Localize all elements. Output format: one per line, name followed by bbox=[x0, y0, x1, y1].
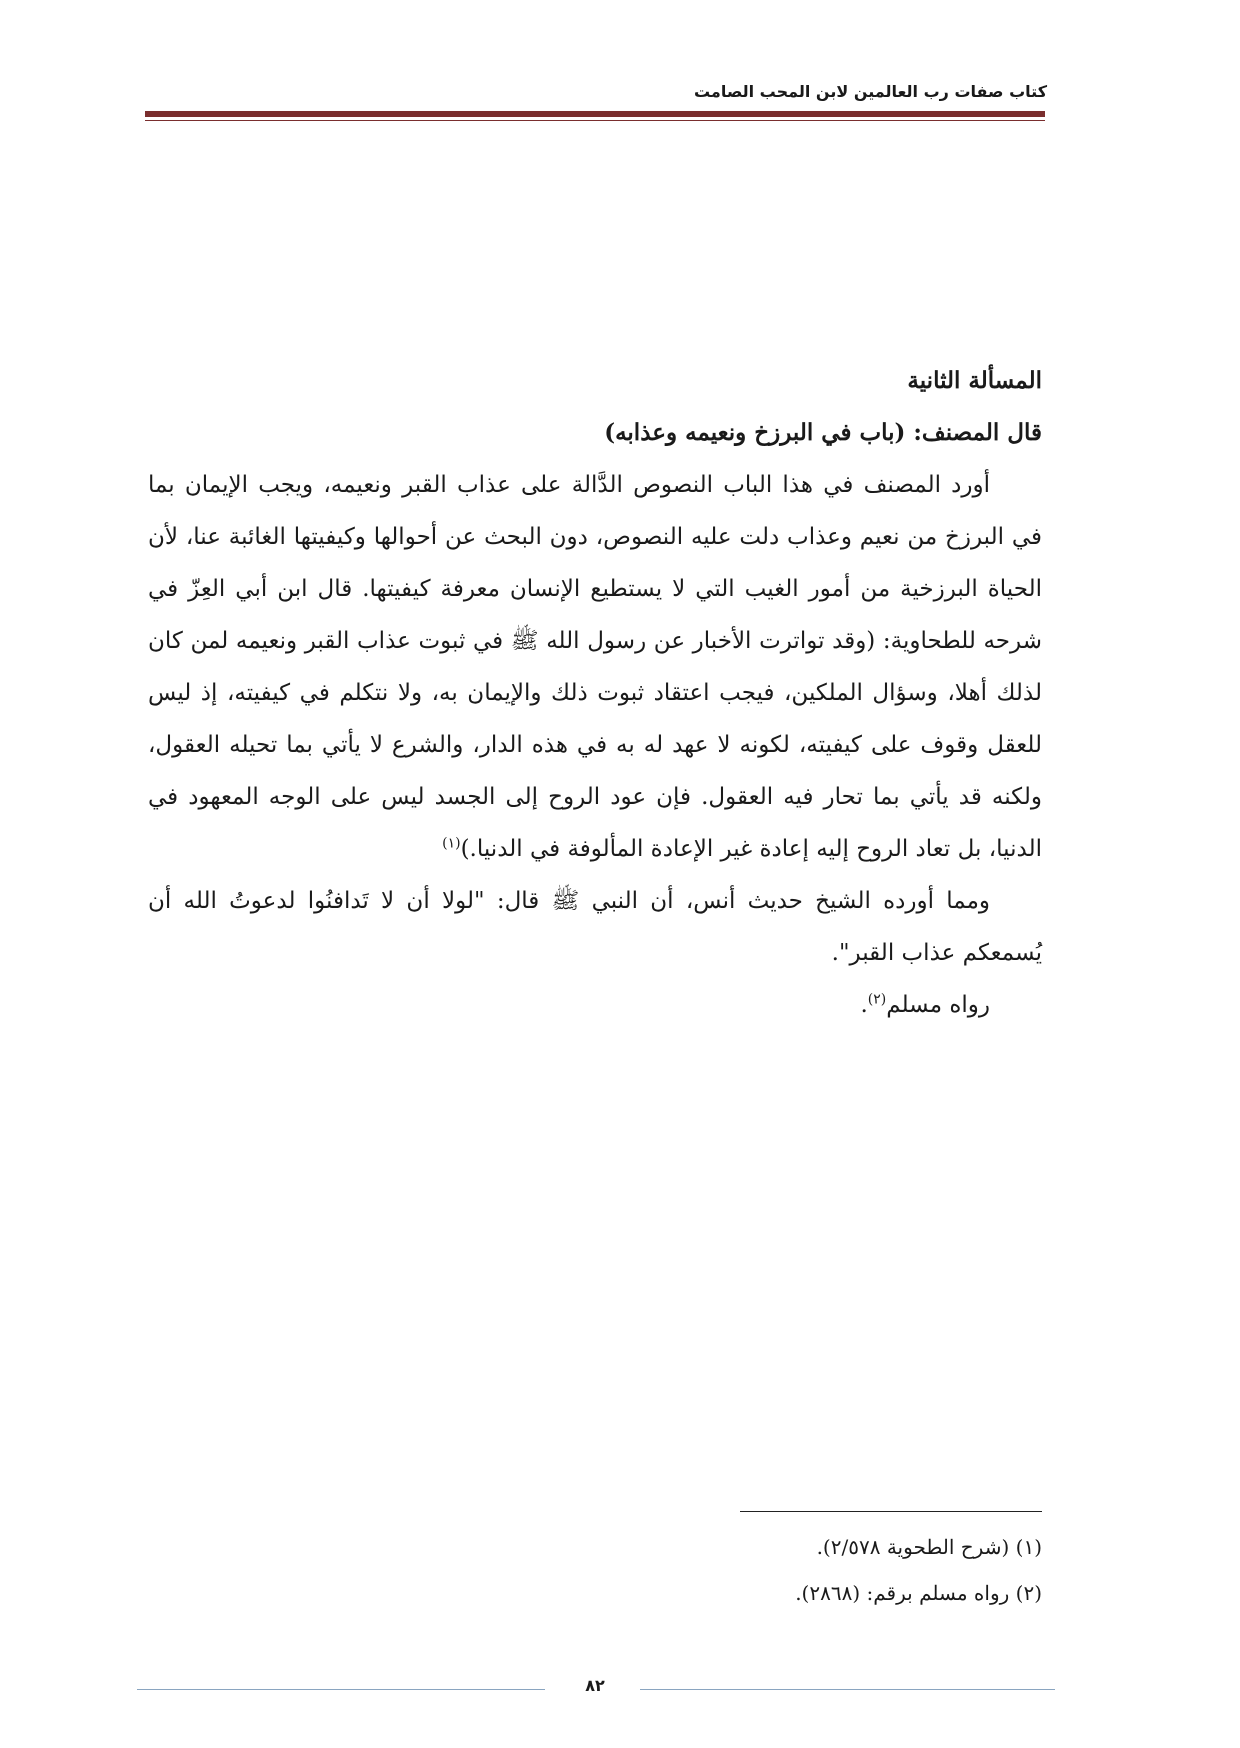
footnote-2: (٢) رواه مسلم برقم: (٢٨٦٨). bbox=[795, 1581, 1042, 1605]
paragraph-1-text: أورد المصنف في هذا الباب النصوص الدَّالة على عذاب القبر ونعيمه، ويجب الإيمان بما في البرزخ من نعيم وعذاب دلت عليه النصوص، دون البحث عن أحوالها وكيفيتها الغائبة عنا، لأن الحياة البرزخية من أمور الغيب التي لا يستطيع الإنسان معرفة كيفيتها. قال ابن أبي العِزّ في شرحه للطحاوية: (وقد تواترت الأخبار عن رسول الله ﷺ في ثبوت عذاب القبر ونعيمه لمن كان لذلك أهلا، وسؤال الملكين، فيجب اعتقاد ثبوت ذلك والإيمان به، ولا نتكلم في كيفيته، إذ ليس للعقل وقوف على كيفيته، لكونه لا عهد له به في هذه الدار، والشرع لا يأتي بما تحيله العقول، ولكنه قد يأتي بما تحار فيه العقول. فإن عود الروح إلى الجسد ليس على الوجه المعهود في الدنيا، بل تعاد الروح إليه إعادة غير الإعادة المألوفة في الدنيا.) bbox=[148, 472, 1042, 862]
running-head-title: كتاب صفات رب العالمين لابن المحب الصامت bbox=[693, 82, 1047, 101]
paragraph-2 bbox=[148, 875, 1042, 979]
paragraph-3-end: . bbox=[860, 992, 868, 1018]
footnote-ref-2[interactable]: (٢) bbox=[867, 991, 887, 1008]
footer-rule-left bbox=[137, 1689, 545, 1690]
paragraph-1 bbox=[148, 459, 1042, 875]
paragraph-3-text: رواه مسلم bbox=[886, 992, 990, 1018]
footnotes bbox=[542, 1524, 1042, 1616]
paragraph-3 bbox=[148, 979, 1042, 1031]
main-content bbox=[148, 355, 1042, 1031]
footnote-1: (١) (شرح الطحوية ٢/٥٧٨). bbox=[816, 1535, 1042, 1559]
footer-rule-right bbox=[640, 1689, 1055, 1690]
footnote-ref-1[interactable]: (١) bbox=[442, 835, 461, 852]
header-rule-thick bbox=[145, 111, 1045, 117]
section-title: المسألة الثانية bbox=[907, 367, 1042, 394]
footnote-separator bbox=[740, 1511, 1042, 1512]
page-number: ٨٢ bbox=[585, 1676, 605, 1695]
paragraph-2-text: ومما أورده الشيخ حديث أنس، أن النبي ﷺ قال: "لولا أن لا تَدافنُوا لدعوتُ الله أن يُسمعكم عذاب القبر". bbox=[148, 888, 1042, 966]
section-subtitle: قال المصنف: (باب في البرزخ ونعيمه وعذابه) bbox=[604, 419, 1042, 446]
header-rule-thin bbox=[145, 120, 1045, 121]
